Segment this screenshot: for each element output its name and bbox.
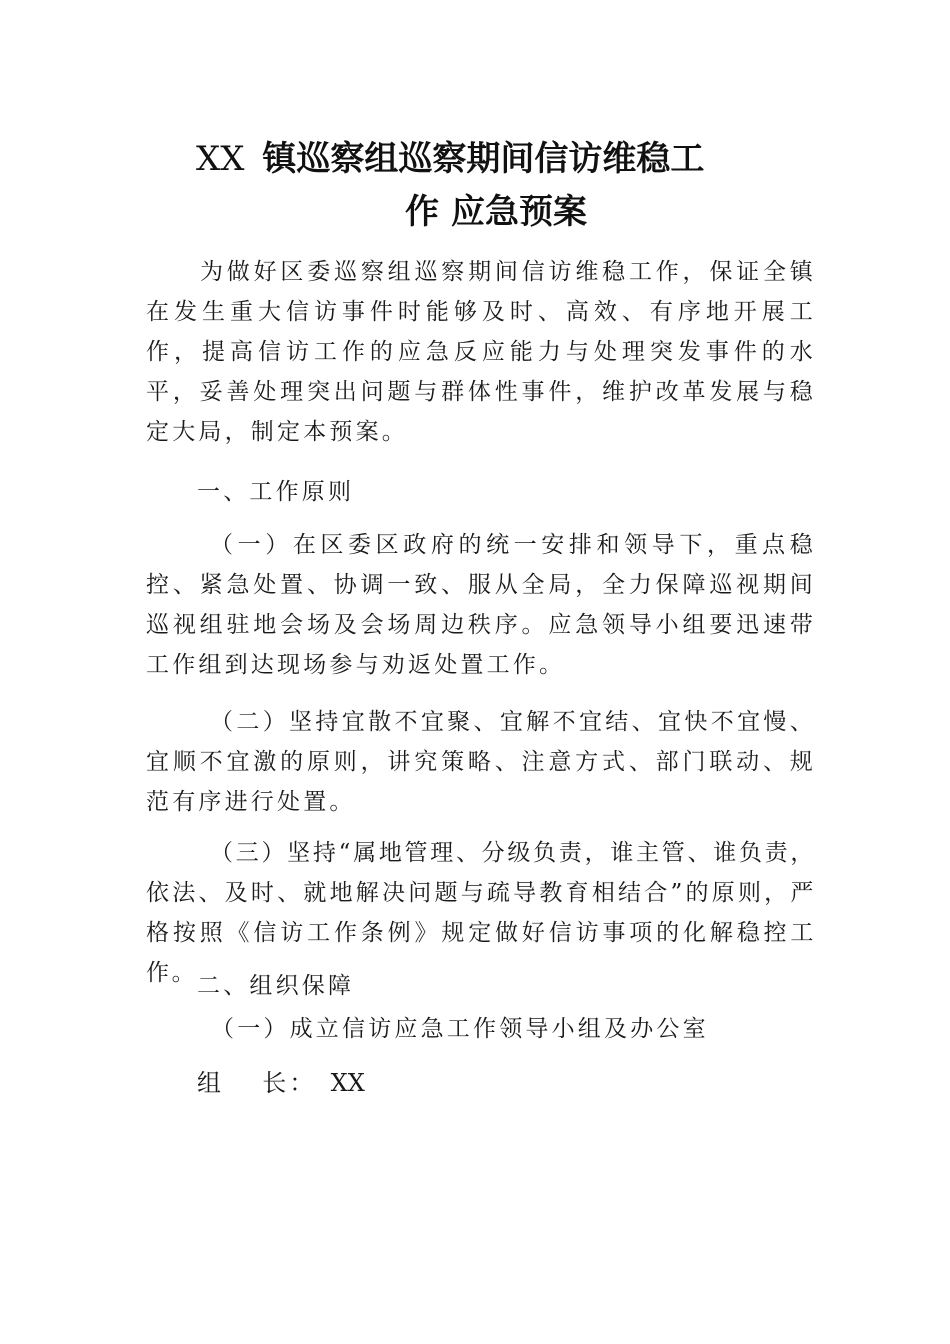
leader-line [197,1063,867,1103]
leader-value: XX [330,1069,365,1097]
section1-heading: 一、工作原则 [197,479,355,505]
section2-heading: 二、组织保障 [197,973,355,999]
title-text-line1: 镇巡察组巡察期间信访维稳工 [262,139,705,179]
section2-item1: （一）成立信访应急工作领导小组及办公室 [211,1016,709,1042]
title-text-line2-a: 作 [405,192,439,232]
document-title-line1 [196,139,866,179]
section1-item1: （一）在区委区政府的统一安排和领导下，重点稳控、紧急处置、协调一致、服从全局，全力保障巡视期间巡视组驻地会场及会场周边秩序。应急领导小组要迅速带工作组到达现场参与劝返处置工作。 [146,532,816,678]
leader-label-1: 组 [197,1069,225,1097]
document-title-line2 [405,192,950,232]
intro-paragraph: 为做好区委巡察组巡察期间信访维稳工作，保证全镇在发生重大信访事件时能够及时、高效、有序地开展工作，提高信访工作的应急反应能力与处理突发事件的水平，妥善处理突出问题与群体性事件，维护改革发展与稳定大局，制定本预案。 [146,259,816,445]
section1-item2: （二）坚持宜散不宜聚、宜解不宜结、宜快不宜慢、宜顺不宜激的原则，讲究策略、注意方式、部门联动、规范有序进行处置。 [146,709,816,815]
leader-label-2: 长： [262,1069,317,1097]
section1-item3: （三）坚持“属地管理、分级负责，谁主管、谁负责，依法、及时、就地解决问题与疏导教育相结合”的原则，严格按照《信访工作条例》规定做好信访事项的化解稳控工作。 [146,840,816,986]
title-prefix: XX [196,139,245,179]
title-text-line2-b: 应急预案 [451,192,587,232]
